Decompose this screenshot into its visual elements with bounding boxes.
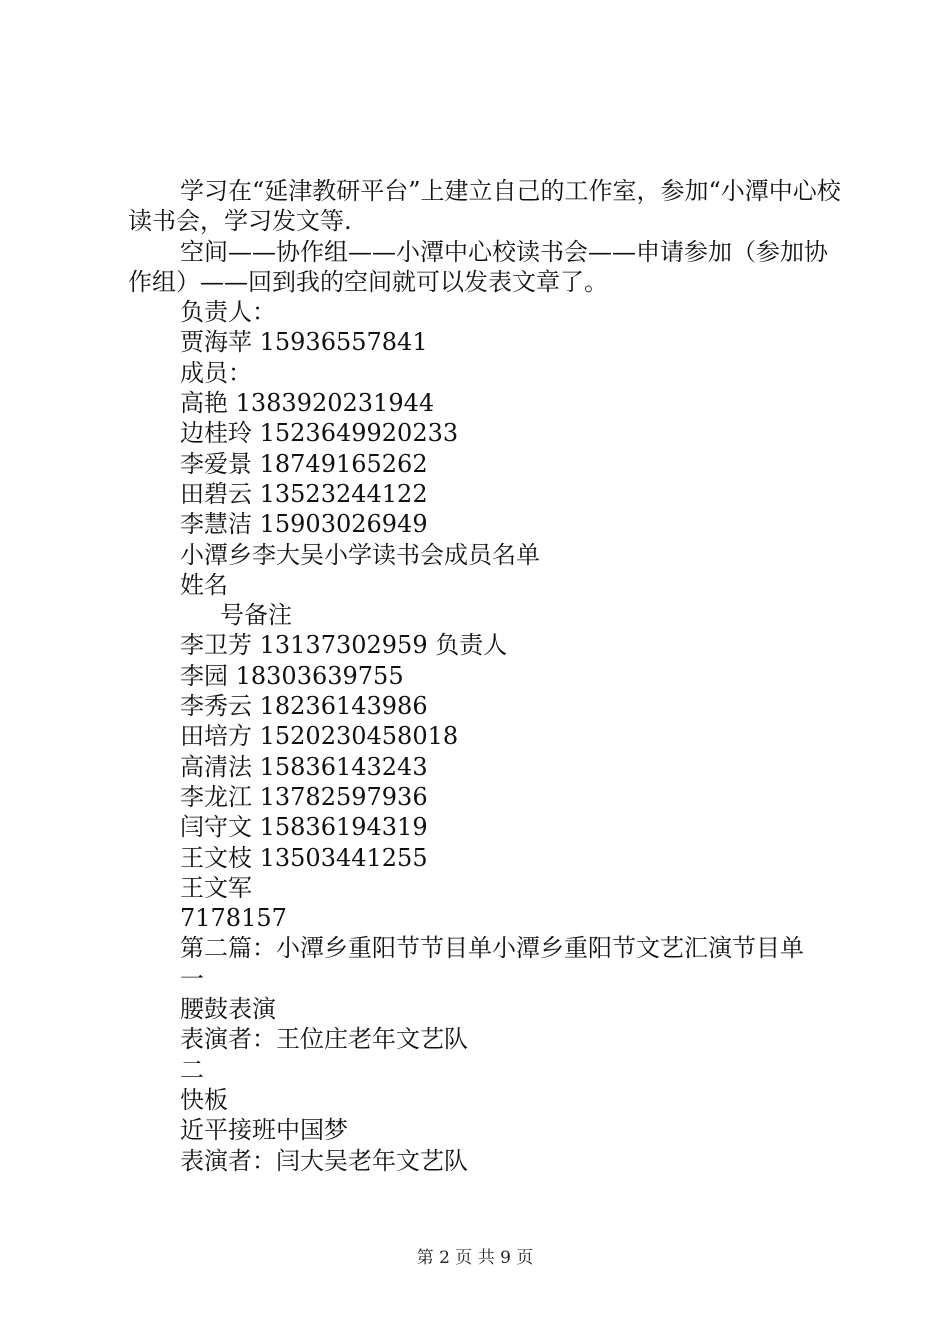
text-line: 王文军 bbox=[180, 873, 252, 902]
document-body bbox=[128, 176, 848, 1176]
text-line: 表演者：王位庄老年文艺队 bbox=[180, 1025, 468, 1054]
text-line: 快板 bbox=[180, 1085, 228, 1114]
text-line: 一 bbox=[180, 964, 204, 993]
text-line: 李爱景 18749165262 bbox=[180, 449, 428, 478]
text-line: 李秀云 18236143986 bbox=[180, 692, 428, 721]
text-line: 近平接班中国梦 bbox=[180, 1116, 348, 1145]
page-number-footer: 第 2 页 共 9 页 bbox=[416, 1248, 534, 1268]
text-line: 成员： bbox=[180, 358, 252, 387]
text-line: 高艳 1383920231944 bbox=[180, 389, 435, 418]
text-line: 王文枝 13503441255 bbox=[180, 843, 428, 872]
text-line: 姓名 bbox=[180, 570, 228, 599]
text-line: 李龙江 13782597936 bbox=[180, 782, 428, 811]
text-line: 二 bbox=[180, 1055, 204, 1084]
text-line: 田碧云 13523244122 bbox=[180, 479, 428, 508]
text-line: 闫守文 15836194319 bbox=[180, 813, 428, 842]
text-line: 边桂玲 1523649920233 bbox=[180, 419, 459, 448]
paragraph-1: 学习在“延津教研平台”上建立自己的工作室，参加“小潭中心校读书会，学习发文等. bbox=[128, 177, 841, 236]
text-line: 高清法 15836143243 bbox=[180, 752, 428, 781]
text-line: 李卫芳 13137302959 负责人 bbox=[180, 631, 508, 660]
text-line: 7178157 bbox=[180, 904, 287, 933]
paragraph-2: 空间——协作组——小潭中心校读书会——申请参加（参加协作组）——回到我的空间就可以发表文章了。 bbox=[128, 237, 828, 296]
text-line: 负责人： bbox=[180, 298, 276, 327]
text-line: 李慧洁 15903026949 bbox=[180, 510, 428, 539]
text-line: 小潭乡李大吴小学读书会成员名单 bbox=[180, 540, 540, 569]
text-line: 李园 18303639755 bbox=[180, 661, 404, 690]
text-line: 表演者：闫大吴老年文艺队 bbox=[180, 1146, 468, 1175]
text-line-indented: 号备注 bbox=[220, 601, 292, 630]
text-line: 田培方 1520230458018 bbox=[180, 722, 459, 751]
text-line: 腰鼓表演 bbox=[180, 995, 276, 1024]
text-line: 第二篇：小潭乡重阳节节目单小潭乡重阳节文艺汇演节目单 bbox=[180, 934, 804, 963]
text-line: 贾海苹 15936557841 bbox=[180, 328, 428, 357]
